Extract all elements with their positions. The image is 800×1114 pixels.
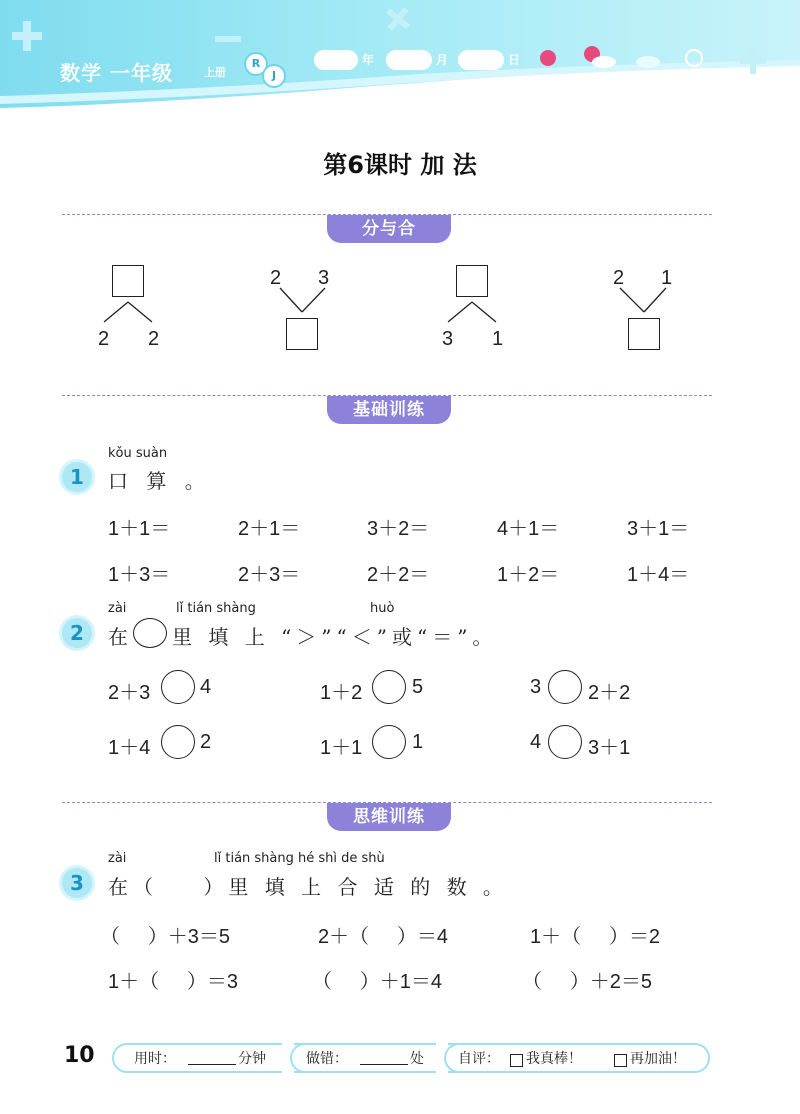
q1-instruction: 口 算 。 bbox=[108, 469, 211, 493]
q3-equation: （ ）＋2＝5 bbox=[522, 971, 653, 993]
merge-part-left: 2 bbox=[270, 267, 282, 289]
q3-equation: 1＋（ ）＝3 bbox=[108, 971, 239, 993]
split-part-left: 2 bbox=[98, 328, 110, 350]
q3-pinyin: lǐ tián shàng hé shì de shù bbox=[214, 851, 385, 866]
q2-left-expr: 3 bbox=[530, 676, 542, 698]
q2-pinyin: zài bbox=[108, 601, 127, 616]
compare-circle[interactable] bbox=[372, 670, 406, 704]
q1-equation: 1＋1＝ bbox=[108, 518, 171, 540]
circle-icon bbox=[133, 618, 167, 648]
time-label: 用时： bbox=[134, 1051, 176, 1067]
errors-input[interactable] bbox=[360, 1064, 408, 1065]
q1-equation: 1＋3＝ bbox=[108, 564, 171, 586]
page-number: 10 bbox=[64, 1043, 95, 1068]
q2-right-expr: 5 bbox=[412, 676, 424, 698]
q2-left-expr: 1＋2 bbox=[320, 682, 363, 704]
section-tab-basic: 基础训练 bbox=[327, 396, 451, 424]
option-more: 再加油！ bbox=[630, 1051, 686, 1067]
q2-instruction-start: 在 bbox=[108, 625, 134, 649]
q1-equation: 2＋2＝ bbox=[367, 564, 430, 586]
question-number-badge: 1 bbox=[62, 462, 92, 492]
answer-box[interactable] bbox=[112, 265, 144, 297]
q2-right-expr: 2＋2 bbox=[588, 682, 631, 704]
q1-equation: 3＋1＝ bbox=[627, 518, 690, 540]
split-part-left: 3 bbox=[442, 328, 454, 350]
q1-equation: 4＋1＝ bbox=[497, 518, 560, 540]
compare-circle[interactable] bbox=[161, 725, 195, 759]
compare-circle[interactable] bbox=[548, 670, 582, 704]
question-number-badge: 2 bbox=[62, 618, 92, 648]
time-input[interactable] bbox=[188, 1064, 236, 1065]
time-unit: 分钟 bbox=[238, 1051, 266, 1067]
compare-circle[interactable] bbox=[372, 725, 406, 759]
checkbox-great[interactable] bbox=[510, 1051, 523, 1070]
answer-box[interactable] bbox=[286, 318, 318, 350]
q1-equation: 1＋4＝ bbox=[627, 564, 690, 586]
compare-circle[interactable] bbox=[548, 725, 582, 759]
edition-badge-j: J bbox=[262, 64, 286, 88]
q3-equation: （ ）＋3＝5 bbox=[100, 926, 231, 948]
lesson-title: 第6课时 加 法 bbox=[323, 151, 477, 179]
sun-icon bbox=[540, 50, 556, 66]
cloud-icon bbox=[592, 56, 616, 68]
errors-unit: 处 bbox=[410, 1051, 424, 1067]
year-field[interactable] bbox=[314, 50, 358, 70]
self-eval-label: 自评： bbox=[458, 1051, 500, 1067]
errors-label: 做错： bbox=[306, 1051, 348, 1067]
q3-equation: （ ）＋1＝4 bbox=[312, 971, 443, 993]
split-part-right: 1 bbox=[492, 328, 504, 350]
q2-left-expr: 1＋4 bbox=[108, 737, 151, 759]
q2-right-expr: 3＋1 bbox=[588, 737, 631, 759]
q2-left-expr: 1＋1 bbox=[320, 737, 363, 759]
option-great: 我真棒！ bbox=[526, 1051, 582, 1067]
q2-right-expr: 4 bbox=[200, 676, 212, 698]
q2-pinyin: huò bbox=[370, 601, 395, 616]
q3-instruction: 在（ ）里 填 上 合 适 的 数 。 bbox=[108, 875, 508, 899]
section-tab-thinking: 思维训练 bbox=[327, 803, 451, 831]
month-field[interactable] bbox=[386, 50, 432, 70]
year-label: 年 bbox=[362, 53, 375, 67]
merge-part-left: 2 bbox=[613, 267, 625, 289]
q1-pinyin: kǒu suàn bbox=[108, 446, 168, 461]
q2-right-expr: 2 bbox=[200, 731, 212, 753]
edition-badge-r: R bbox=[244, 52, 268, 76]
volume-label: 上册 bbox=[204, 66, 226, 79]
answer-box[interactable] bbox=[628, 318, 660, 350]
question-number-badge: 3 bbox=[62, 868, 92, 898]
merge-part-right: 1 bbox=[661, 267, 673, 289]
page-header bbox=[0, 0, 800, 110]
answer-box[interactable] bbox=[456, 265, 488, 297]
section-tab-split-merge: 分与合 bbox=[327, 215, 451, 243]
q2-pinyin: lǐ tián shàng bbox=[176, 601, 256, 616]
checkbox-more[interactable] bbox=[614, 1051, 627, 1070]
q1-equation: 2＋1＝ bbox=[238, 518, 301, 540]
merge-part-right: 3 bbox=[318, 267, 330, 289]
q3-pinyin: zài bbox=[108, 851, 127, 866]
q1-equation: 3＋2＝ bbox=[367, 518, 430, 540]
q3-equation: 2＋（ ）＝4 bbox=[318, 926, 449, 948]
day-label: 日 bbox=[508, 53, 521, 67]
month-label: 月 bbox=[436, 53, 449, 67]
split-part-right: 2 bbox=[148, 328, 160, 350]
q1-equation: 2＋3＝ bbox=[238, 564, 301, 586]
q3-equation: 1＋（ ）＝2 bbox=[530, 926, 661, 948]
compare-circle[interactable] bbox=[161, 670, 195, 704]
day-field[interactable] bbox=[458, 50, 504, 70]
q2-left-expr: 2＋3 bbox=[108, 682, 151, 704]
q2-right-expr: 1 bbox=[412, 731, 424, 753]
q2-instruction: 里 填 上 “＞”“＜”或“＝”。 bbox=[172, 625, 498, 649]
rain-icon bbox=[636, 56, 660, 68]
q2-left-expr: 4 bbox=[530, 731, 542, 753]
subject-grade: 数学 一年级 bbox=[60, 61, 173, 85]
q1-equation: 1＋2＝ bbox=[497, 564, 560, 586]
